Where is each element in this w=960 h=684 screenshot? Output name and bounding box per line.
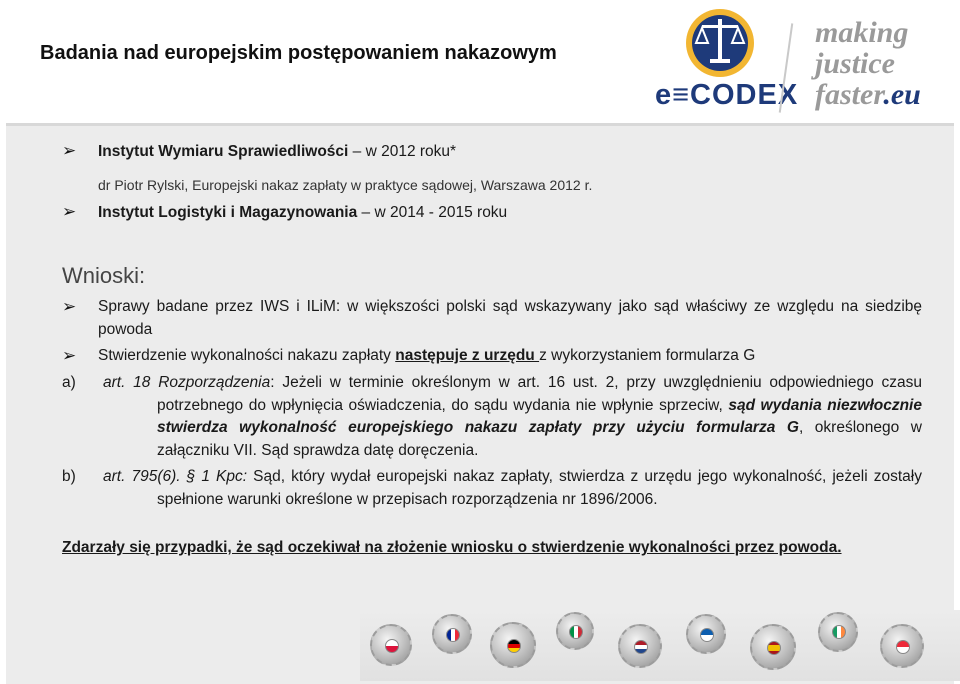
slide-header [0,0,960,120]
page-title: Badania nad europejskim postępowaniem nakazowym [40,42,557,64]
item-a-text [103,372,922,462]
tagline-line-2: justice [815,47,895,80]
study-dash: – [352,143,362,160]
bullet-arrow-icon: ➢ [62,202,77,221]
conclusion-2 [98,345,755,367]
conclusion-2-form: z wykorzystaniem formularza G [539,347,756,364]
gears-decoration [360,610,960,681]
closing-statement: Zdarzały się przypadki, że sąd oczekiwał na złożenie wniosku o stwierdzenie wykonalności przez powoda. [62,539,842,556]
study-ilim [98,202,507,224]
logo-tagline [815,17,921,110]
conclusions-heading: Wnioski: [62,263,146,288]
flag-icon [446,628,460,642]
ecodex-brand: e≡CODEX [655,79,799,111]
flag-icon [896,640,910,654]
item-b-label: b) [62,468,76,485]
study-name: Instytut Logistyki i Magazynowania [98,204,358,221]
item-a-label: a) [62,374,76,391]
flag-icon [634,640,648,654]
item-b-text [103,466,922,511]
bullet-arrow-icon: ➢ [62,297,77,316]
conclusion-2-emphasis: następuje z urzędu [395,347,540,364]
conclusion-2-text: Stwierdzenie wykonalności nakazu zapłaty [98,347,396,364]
ecodex-logo [655,5,955,117]
tagline-faster: faster [815,78,884,111]
conclusion-1: Sprawy badane przez IWS i ILiM: w większości polski sąd wskazywany jako sąd właściwy ze względu na siedzibę powoda [98,298,922,338]
study-period: w 2014 - 2015 roku [374,204,508,221]
bullet-arrow-icon: ➢ [62,346,77,365]
flag-icon [385,639,399,653]
flag-icon [767,641,781,655]
flag-icon [569,625,583,639]
bullet-arrow-icon: ➢ [62,141,77,160]
study-name: Instytut Wymiaru Sprawiedliwości [98,143,349,160]
scales-of-justice-logo-icon [680,5,760,85]
item-b-reference: art. 795(6). § 1 Kpc: [103,468,248,485]
tagline-line-1: making [815,16,909,49]
item-a-part-3: , określonego w załączniku VII. Sąd sprawdza datę doręczenia. [157,419,922,459]
flag-icon [832,625,846,639]
flag-icon [507,639,521,653]
tagline-line-3 [815,79,921,110]
study-iws [98,141,456,163]
flag-icon [700,628,714,642]
item-a-part-1: : Jeżeli w terminie określonym w art. 16 ust. 2, przy uwzględnieniu odpowiedniego czasu potrzebnego do wpłynięcia oświadczenia, do sądu wydania nie wpłynie sprzeciw, [157,374,922,414]
footnote: dr Piotr Rylski, Europejski nakaz zapłaty w praktyce sądowej, Warszawa 2012 r. [98,177,593,193]
study-dash: – [361,204,371,221]
item-b-part-1: Sąd, który wydał europejski nakaz zapłaty, stwierdza z urzędu jego wykonalność, jeżeli zostały spełnione warunki określone w przepisach rozporządzenia nr 1896/2006. [157,468,922,508]
item-a-part-2: sąd wydania niezwłocznie stwierdza wykonalność europejskiego nakazu zapłaty przy użyciu formularza G [157,396,922,436]
item-a-reference: art. 18 Rozporządzenia [103,374,271,391]
tagline-eu: .eu [883,78,921,111]
study-period: w 2012 roku* [365,143,457,160]
